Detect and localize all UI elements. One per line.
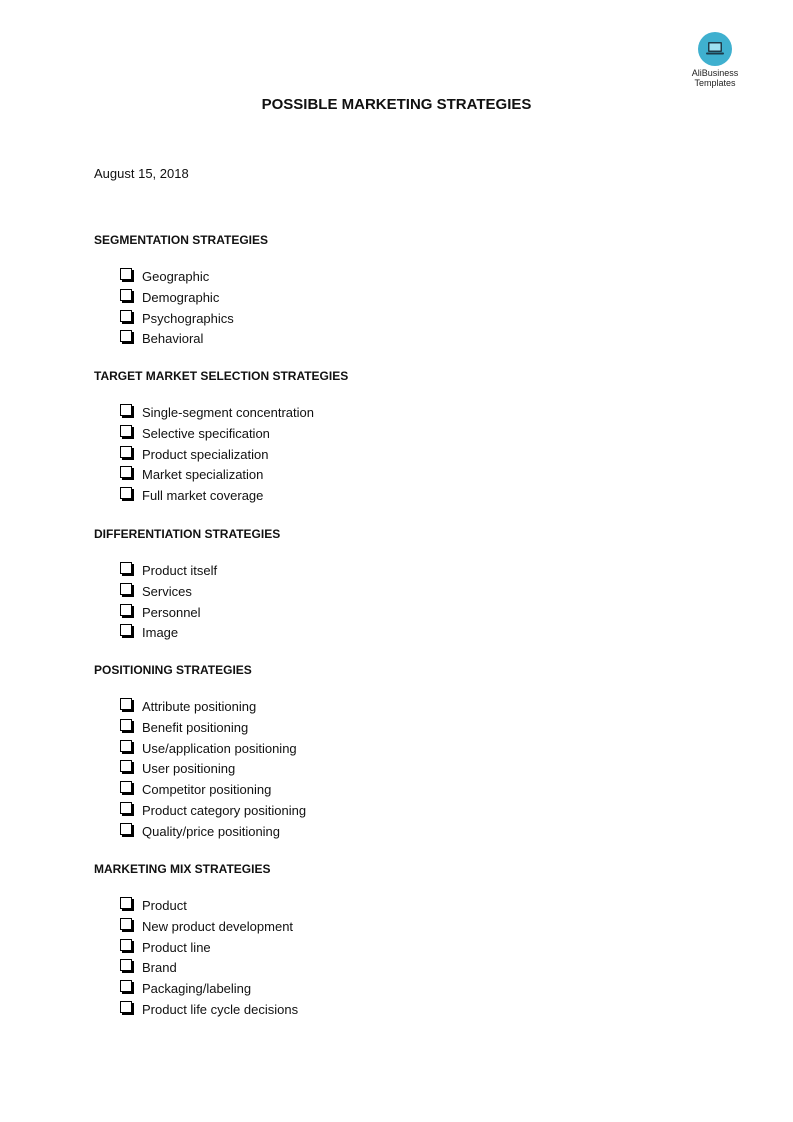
checklist-item-label: Services: [142, 583, 192, 599]
section: [94, 526, 694, 645]
checkbox[interactable]: [120, 583, 132, 595]
checklist-item: [94, 310, 694, 331]
checklist-item-label: Market specialization: [142, 467, 264, 483]
logo-text-line2: Templates: [694, 78, 736, 88]
checklist: [94, 897, 694, 1022]
checklist-item: [94, 466, 694, 487]
checkbox[interactable]: [120, 446, 132, 458]
section-heading: SEGMENTATION STRATEGIES: [94, 233, 269, 247]
logo-text: [683, 68, 747, 88]
checklist-item: [94, 740, 694, 761]
checklist-item-label: Behavioral: [142, 331, 204, 347]
section: [94, 232, 694, 351]
checklist-item-label: Attribute positioning: [142, 699, 257, 714]
checklist: [94, 562, 694, 645]
checklist-item: [94, 404, 694, 425]
checkbox[interactable]: [120, 268, 132, 280]
logo: [683, 32, 747, 88]
checkbox[interactable]: [120, 719, 132, 731]
checklist-item: [94, 446, 694, 467]
checklist-item-label: Use/application positioning: [142, 740, 297, 756]
checkbox[interactable]: [120, 740, 132, 752]
checklist: [94, 404, 694, 508]
checklist-item-label: Full market coverage: [142, 488, 264, 504]
checkbox[interactable]: [120, 624, 132, 636]
checkbox[interactable]: [120, 425, 132, 437]
checklist-item: [94, 802, 694, 823]
checkbox[interactable]: [120, 980, 132, 992]
logo-badge: [698, 32, 732, 66]
checkbox[interactable]: [120, 897, 132, 909]
checklist-item: [94, 939, 694, 960]
checklist-item-label: Product: [142, 898, 187, 913]
checkbox[interactable]: [120, 802, 132, 814]
checklist-item-label: Geographic: [142, 269, 210, 284]
checklist-item-label: Selective specification: [142, 425, 270, 441]
checkbox[interactable]: [120, 781, 132, 793]
section-heading: POSITIONING STRATEGIES: [94, 663, 252, 677]
checklist-item: [94, 562, 694, 583]
checkbox[interactable]: [120, 466, 132, 478]
checkbox[interactable]: [120, 604, 132, 616]
checkbox[interactable]: [120, 562, 132, 574]
checkbox[interactable]: [120, 698, 132, 710]
checklist-item: [94, 719, 694, 740]
checklist-item: [94, 781, 694, 802]
logo-text-line1: AliBusiness: [691, 68, 739, 78]
checklist-item: [94, 624, 694, 645]
checklist-item: [94, 823, 694, 844]
checklist-item-label: Product category positioning: [142, 802, 307, 818]
checklist-item: [94, 760, 694, 781]
checkbox[interactable]: [120, 1001, 132, 1013]
checklist-item: [94, 268, 694, 289]
section-heading: DIFFERENTIATION STRATEGIES: [94, 527, 281, 541]
checkbox[interactable]: [120, 404, 132, 416]
checklist-item-label: Packaging/labeling: [142, 981, 252, 997]
section-heading: MARKETING MIX STRATEGIES: [94, 862, 271, 876]
checklist-item-label: Brand: [142, 960, 177, 976]
checklist-item: [94, 289, 694, 310]
checkbox[interactable]: [120, 939, 132, 951]
checklist-item-label: New product development: [142, 918, 294, 934]
checklist-item-label: User positioning: [142, 761, 236, 777]
checklist-item: [94, 604, 694, 625]
checklist-item-label: Personnel: [142, 604, 201, 620]
checklist-item-label: Product line: [142, 939, 211, 955]
checklist-item: [94, 1001, 694, 1022]
checkbox[interactable]: [120, 823, 132, 835]
checklist-item-label: Product itself: [142, 563, 218, 578]
checkbox[interactable]: [120, 918, 132, 930]
document-title: POSSIBLE MARKETING STRATEGIES: [261, 96, 532, 113]
checklist-item: [94, 959, 694, 980]
checklist-item-label: Demographic: [142, 289, 220, 305]
checklist-item: [94, 918, 694, 939]
checklist-item-label: Competitor positioning: [142, 782, 272, 798]
checklist-item-label: Psychographics: [142, 310, 234, 326]
checklist-item: [94, 487, 694, 508]
checklist-item-label: Single-segment concentration: [142, 405, 314, 420]
checklist: [94, 698, 694, 844]
checklist: [94, 268, 694, 351]
section: [94, 368, 694, 508]
checklist-item: [94, 698, 694, 719]
checklist-item-label: Image: [142, 625, 179, 641]
checklist-item-label: Product specialization: [142, 446, 269, 462]
section: [94, 861, 694, 1022]
checkbox[interactable]: [120, 289, 132, 301]
checklist-item: [94, 425, 694, 446]
laptop-icon: [704, 40, 726, 58]
checkbox[interactable]: [120, 959, 132, 971]
section-heading: TARGET MARKET SELECTION STRATEGIES: [94, 369, 349, 383]
checklist-item: [94, 897, 694, 918]
section: [94, 662, 694, 844]
document-date: August 15, 2018: [94, 166, 189, 181]
checkbox[interactable]: [120, 310, 132, 322]
checkbox[interactable]: [120, 760, 132, 772]
checklist-item-label: Product life cycle decisions: [142, 1001, 299, 1017]
checklist-item-label: Quality/price positioning: [142, 823, 281, 839]
checklist-item-label: Benefit positioning: [142, 719, 249, 735]
checklist-item: [94, 980, 694, 1001]
checklist-item: [94, 583, 694, 604]
checklist-item: [94, 330, 694, 351]
checkbox[interactable]: [120, 330, 132, 342]
checkbox[interactable]: [120, 487, 132, 499]
